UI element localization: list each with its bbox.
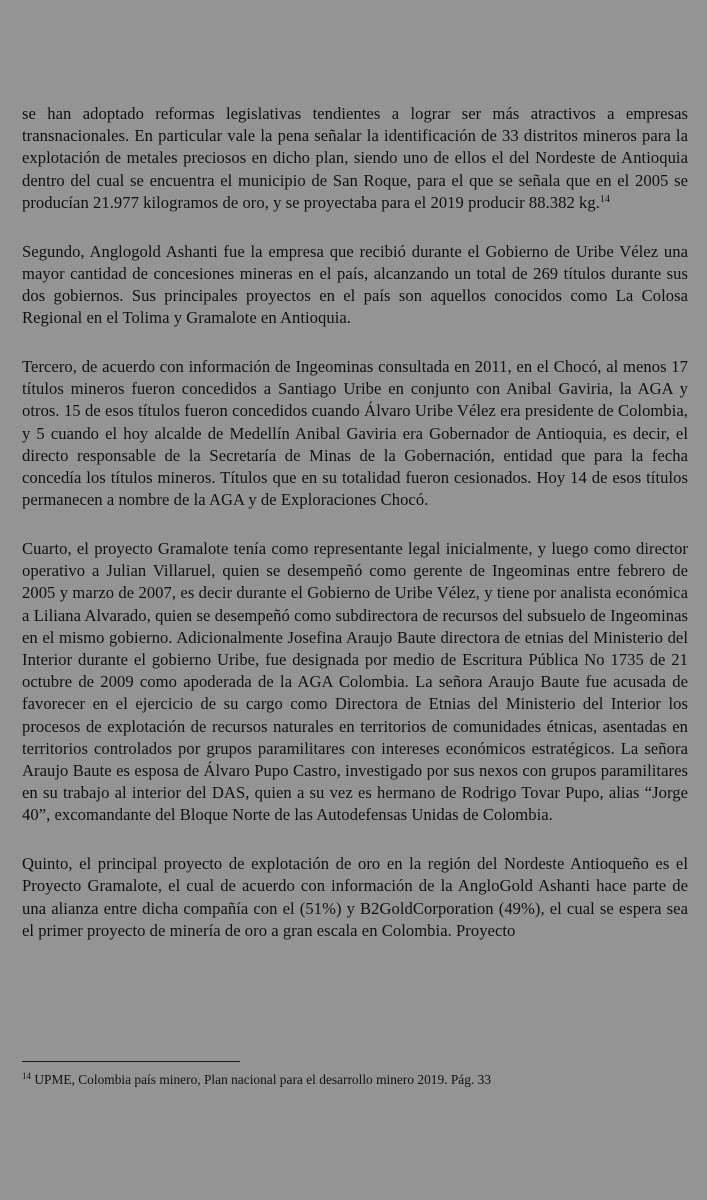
paragraph-5: Quinto, el principal proyecto de explotación de oro en la región del Nordeste Antioqueño es el Proyecto Gramalote, el cual de acuerdo con información de la AngloGold Ashanti hace parte de una alianza entre dicha compañía con el (51%) y B2GoldCorporation (49%), el cual se espera sea el primer proyecto de minería de oro a gran escala en Colombia. Proyecto [22,854,688,940]
paragraph-2: Segundo, Anglogold Ashanti fue la empresa que recibió durante el Gobierno de Uribe Vélez una mayor cantidad de concesiones mineras en el país, alcanzando un total de 269 títulos durante sus dos gobiernos. Sus principales proyectos en el país son aquellos conocidos como La Colosa Regional en el Tolima y Gramalote en Antioquia. [22,241,688,328]
footnote-reference: 14 [599,193,611,205]
paragraph-1 [22,103,688,214]
footnote-separator [22,1061,240,1062]
paragraph-3: Tercero, de acuerdo con información de Ingeominas consultada en 2011, en el Chocó, al menos 17 títulos mineros fueron concedidos a Santiago Uribe en conjunto con Anibal Gaviria, la AGA y otros. 15 de esos títulos fueron concedidos cuando Álvaro Uribe Vélez era presidente de Colombia, y 5 cuando el hoy alcalde de Medellín Anibal Gaviria era Gobernador de Antioquia, es decir, el directo responsable de la Secretaría de Minas de la Gobernación, entidad que para la fecha concedía los títulos mineros. Títulos que en su totalidad fueron cesionados. Hoy 14 de esos títulos permanecen a nombre de la AGA y de Exploraciones Chocó. [22,357,688,510]
paragraph-4: Cuarto, el proyecto Gramalote tenía como representante legal inicialmente, y luego como director operativo a Julian Villaruel, quien se desempeñó como gerente de Ingeominas entre febrero de 2005 y marzo de 2007, es decir durante el Gobierno de Uribe Vélez, y tiene por analista económica a Liliana Alvarado, quien se desempeñó como subdirectora de recursos del subsuelo de Ingeominas en el mismo gobierno. Adicionalmente Josefina Araujo Baute directora de etnias del Ministerio del Interior durante el gobierno Uribe, fue designada por medio de Escritura Pública No 1735 de 21 octubre de 2009 como apoderada de la AGA Colombia. La señora Araujo Baute fue acusada de favorecer en el ejercicio de su cargo como Directora de Etnias del Ministerio del Interior los procesos de explotación de recursos naturales en territorios de comunidades étnicas, asentadas en territorios controlados por grupos paramilitares con intereses económicos estratégicos. La señora Araujo Baute es esposa de Álvaro Pupo Castro, investigado por sus nexos con grupos paramilitares en su trabajo al interior del DAS, quien a su vez es hermano de Rodrigo Tovar Pupo, alias “Jorge 40”, excomandante del Bloque Norte de las Autodefensas Unidas de Colombia. [22,539,688,825]
footnote [22,1071,682,1089]
document-body [22,103,688,969]
paragraph-1-text: se han adoptado reformas legislativas tendientes a lograr ser más atractivos a empresas transnacionales. En particular vale la pena señalar la identificación de 33 distritos mineros para la explotación de metales preciosos en dicho plan, siendo uno de ellos el del Nordeste de Antioquia dentro del cual se encuentra el municipio de San Roque, para el que se señala que en el 2005 se producían 21.977 kilogramos de oro, y se proyectaba para el 2019 producir 88.382 kg. [22,104,688,212]
footnote-text: UPME, Colombia país minero, Plan nacional para el desarrollo minero 2019. Pág. 33 [31,1072,492,1087]
footnote-number: 14 [22,1071,31,1081]
